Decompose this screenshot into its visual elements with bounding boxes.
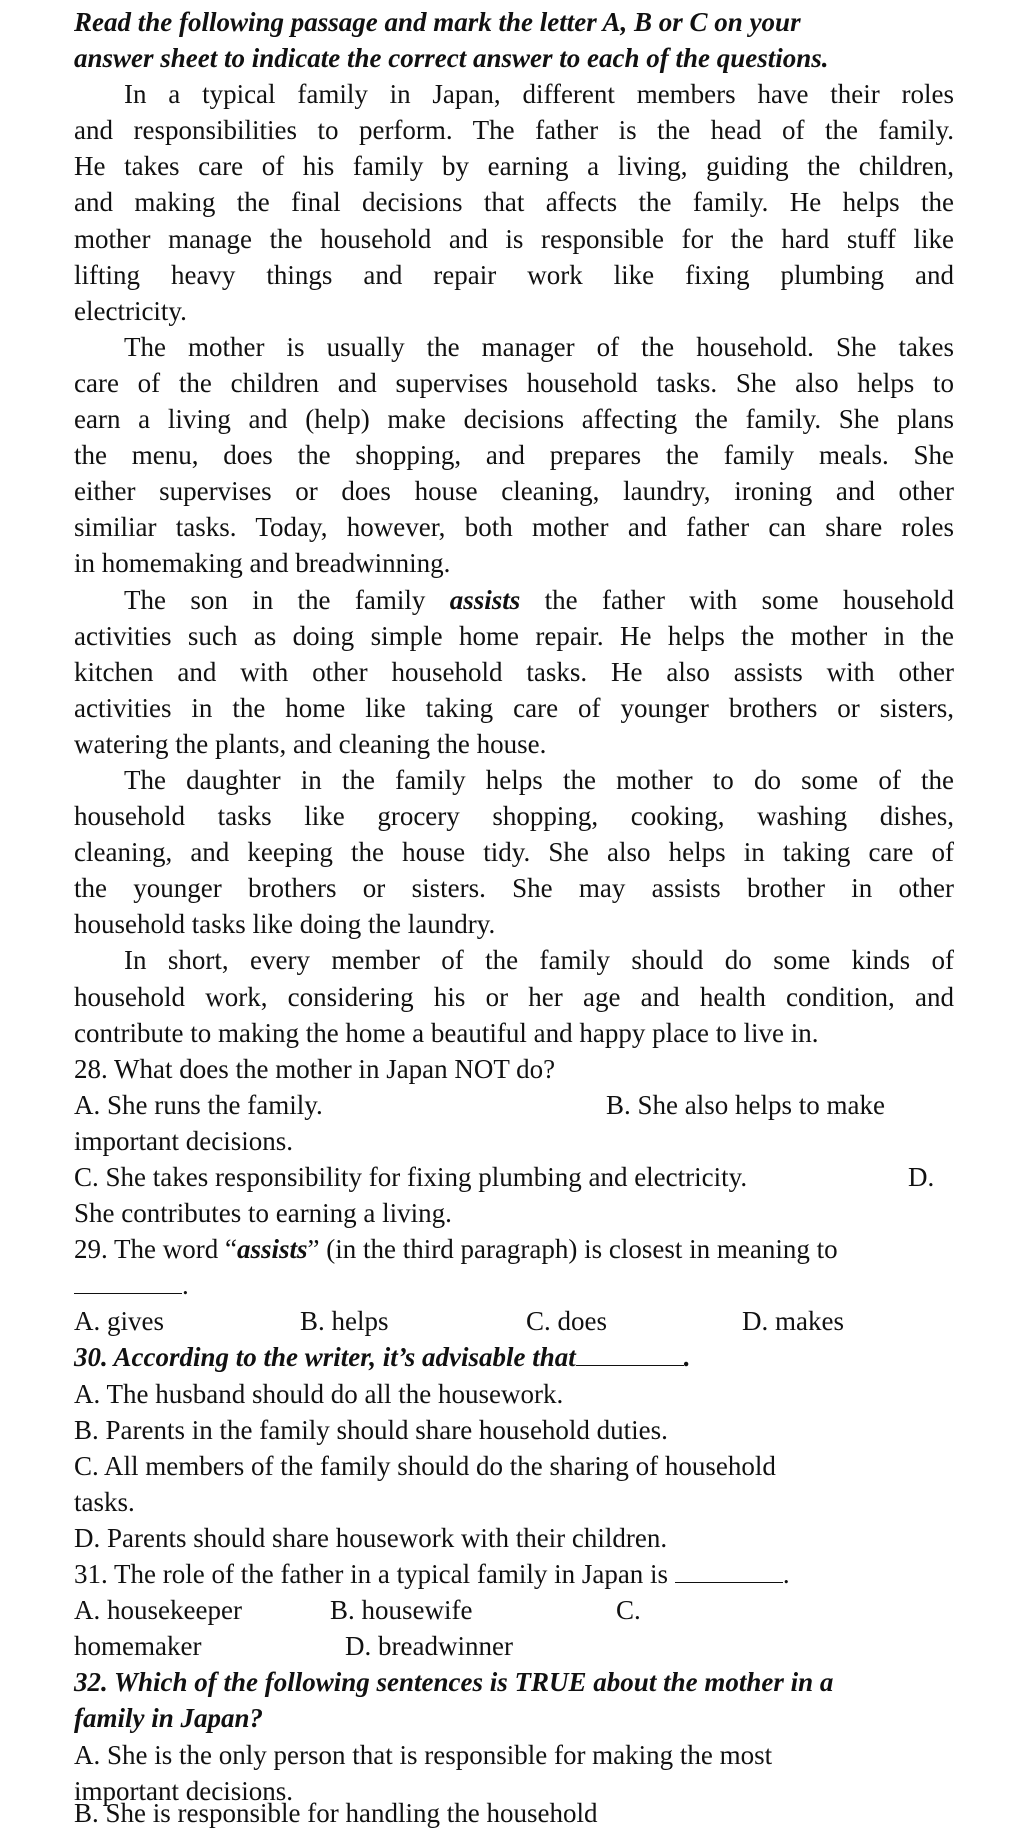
question-stem: 31. The role of the father in a typical family in Japan is . bbox=[74, 1559, 790, 1590]
passage-line: electricity. bbox=[74, 295, 187, 326]
option-d[interactable]: D. breadwinner bbox=[345, 1631, 513, 1662]
question-32 bbox=[74, 1664, 954, 1808]
passage-line: care of the children and supervises household tasks. She also helps to bbox=[74, 367, 954, 398]
question-28 bbox=[74, 1051, 954, 1231]
option-d[interactable]: D. Parents should share housework with their children. bbox=[74, 1522, 668, 1553]
passage-line: and responsibilities to perform. The father is the head of the family. bbox=[74, 115, 954, 146]
passage-line: the younger brothers or sisters. She may assists brother in other bbox=[74, 873, 954, 904]
option-b[interactable]: B. Parents in the family should share household duties. bbox=[74, 1414, 668, 1445]
option-b[interactable]: B. She also helps to make bbox=[606, 1089, 885, 1120]
option-c[interactable]: C. does bbox=[526, 1306, 607, 1337]
passage-paragraph-3 bbox=[74, 582, 954, 762]
instruction-line-1: Read the following passage and mark the letter A, B or C on your bbox=[74, 7, 801, 37]
option-c-continued: tasks. bbox=[74, 1486, 135, 1517]
passage-paragraph-1 bbox=[74, 76, 954, 329]
option-c[interactable]: C. bbox=[616, 1595, 641, 1626]
option-b-continued: important decisions. bbox=[74, 1125, 293, 1156]
option-b[interactable]: B. helps bbox=[300, 1306, 389, 1337]
passage-line: household tasks like doing the laundry. bbox=[74, 909, 496, 940]
passage-line: activities such as doing simple home repair. He helps the mother in the bbox=[74, 620, 954, 651]
passage-line: household work, considering his or her age and health condition, and bbox=[74, 981, 954, 1012]
passage-line: the menu, does the shopping, and prepares the family meals. She bbox=[74, 440, 954, 471]
passage-line: In a typical family in Japan, different members have their roles bbox=[124, 79, 954, 110]
keyword-assists: assists bbox=[449, 584, 521, 615]
passage-line: The son in the family assists the father with some household bbox=[124, 584, 954, 615]
option-d-continued: She contributes to earning a living. bbox=[74, 1198, 452, 1229]
answer-blank[interactable]: . bbox=[74, 1267, 954, 1303]
keyword-assists: assists bbox=[236, 1234, 308, 1265]
question-stem: 29. The word “assists” (in the third paragraph) is closest in meaning to bbox=[74, 1234, 838, 1265]
option-b[interactable]: B. housewife bbox=[330, 1595, 473, 1626]
question-31 bbox=[74, 1556, 954, 1664]
question-stem: 28. What does the mother in Japan NOT do? bbox=[74, 1053, 556, 1084]
passage-line: lifting heavy things and repair work like fixing plumbing and bbox=[74, 259, 954, 290]
option-d[interactable]: D. makes bbox=[742, 1306, 844, 1337]
question-29 bbox=[74, 1231, 954, 1339]
answer-blank[interactable] bbox=[576, 1343, 684, 1366]
option-a[interactable]: A. housekeeper bbox=[74, 1595, 242, 1626]
passage-line: and making the final decisions that affects the family. He helps the bbox=[74, 187, 954, 218]
option-a[interactable]: A. gives bbox=[74, 1306, 164, 1337]
question-30 bbox=[74, 1339, 954, 1556]
passage-line: mother manage the household and is responsible for the hard stuff like bbox=[74, 223, 954, 254]
option-a-continued: important decisions. bbox=[74, 1775, 293, 1806]
passage-line: household tasks like grocery shopping, cooking, washing dishes, bbox=[74, 801, 954, 832]
passage-line: He takes care of his family by earning a living, guiding the children, bbox=[74, 151, 954, 182]
answer-blank[interactable] bbox=[675, 1560, 783, 1583]
question-stem: 30. According to the writer, it’s advisable that . bbox=[74, 1342, 691, 1373]
option-a[interactable]: A. She is the only person that is responsible for making the most bbox=[74, 1739, 773, 1770]
passage-line: The daughter in the family helps the mother to do some of the bbox=[124, 764, 954, 795]
question-stem-continued: family in Japan? bbox=[74, 1703, 264, 1734]
passage-line: in homemaking and breadwinning. bbox=[74, 548, 451, 579]
passage-line: In short, every member of the family should do some kinds of bbox=[124, 945, 954, 976]
passage-paragraph-4 bbox=[74, 762, 954, 942]
passage-line: kitchen and with other household tasks. He also assists with other bbox=[74, 656, 954, 687]
option-a[interactable]: A. She runs the family. bbox=[74, 1089, 323, 1120]
option-c-continued: homemaker bbox=[74, 1631, 202, 1662]
passage-paragraph-2 bbox=[74, 329, 954, 582]
passage-line: either supervises or does house cleaning, laundry, ironing and other bbox=[74, 476, 954, 507]
passage-line: watering the plants, and cleaning the house. bbox=[74, 728, 547, 759]
option-d[interactable]: D. bbox=[908, 1162, 935, 1192]
passage-line: The mother is usually the manager of the household. She takes bbox=[124, 331, 954, 362]
passage-paragraph-5 bbox=[74, 942, 954, 1050]
instruction-line-2: answer sheet to indicate the correct answer to each of the questions. bbox=[74, 43, 829, 74]
option-c[interactable]: C. She takes responsibility for fixing plumbing and electricity. bbox=[74, 1162, 748, 1192]
option-b-partial[interactable]: B. She is responsible for handling the household bbox=[74, 1798, 598, 1828]
question-stem: 32. Which of the following sentences is TRUE about the mother in a bbox=[74, 1667, 834, 1698]
passage-line: earn a living and (help) make decisions affecting the family. She plans bbox=[74, 404, 954, 435]
passage-line: similiar tasks. Today, however, both mother and father can share roles bbox=[74, 512, 954, 543]
worksheet-page bbox=[74, 0, 954, 1809]
option-c[interactable]: C. All members of the family should do the sharing of household bbox=[74, 1450, 776, 1481]
passage-line: contribute to making the home a beautiful and happy place to live in. bbox=[74, 1017, 819, 1048]
passage-line: cleaning, and keeping the house tidy. She also helps in taking care of bbox=[74, 837, 954, 868]
option-a[interactable]: A. The husband should do all the housework. bbox=[74, 1378, 564, 1409]
passage-line: activities in the home like taking care of younger brothers or sisters, bbox=[74, 692, 954, 723]
